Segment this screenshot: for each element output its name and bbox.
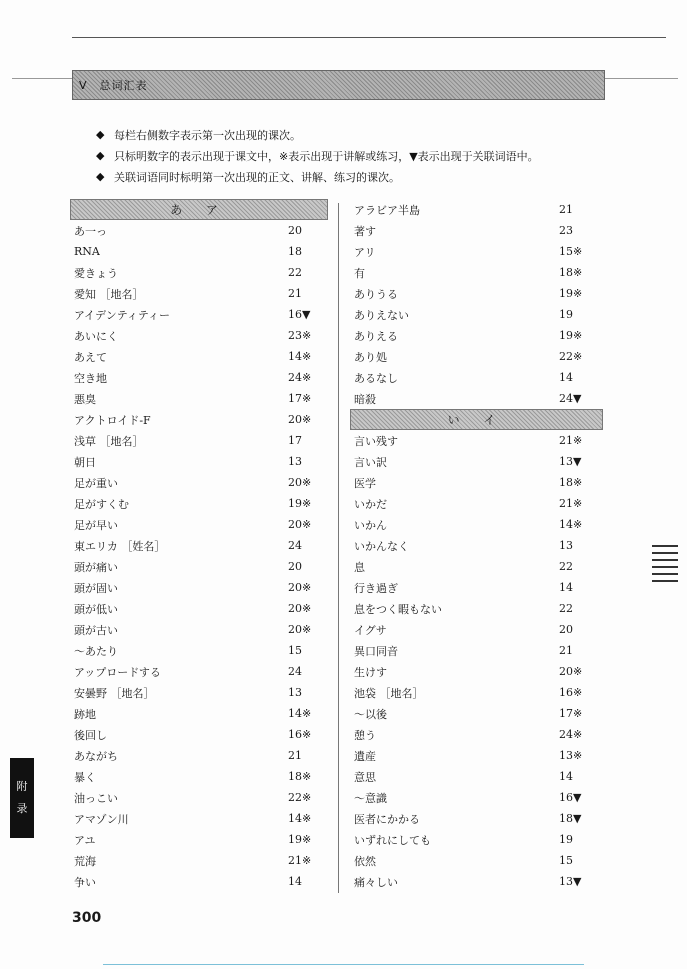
vocab-entry <box>350 850 603 871</box>
vocab-entry <box>70 262 328 283</box>
lesson-number: 21※ <box>559 434 583 447</box>
vocab-term: いずれにしても <box>354 833 431 847</box>
vocab-entry <box>350 703 603 724</box>
page-number: 300 <box>72 910 102 926</box>
vocab-entry <box>350 388 603 409</box>
lesson-number: 16▼ <box>288 308 311 321</box>
vocab-entry <box>350 325 603 346</box>
lesson-number: 20 <box>559 623 573 636</box>
lesson-number: 22※ <box>288 791 312 804</box>
section-header-bar <box>72 70 605 100</box>
vocab-entry <box>70 640 328 661</box>
vocab-term: 頭が痛い <box>74 560 118 574</box>
vocab-term: 池袋 ［地名］ <box>354 686 424 700</box>
vocab-entry <box>350 556 603 577</box>
note-item <box>96 166 616 187</box>
vocab-term: あいにく <box>74 329 118 343</box>
lesson-number: 20※ <box>288 413 312 426</box>
kana-header-i: い イ <box>350 409 603 430</box>
vocab-entry <box>350 724 603 745</box>
vocab-entry <box>350 829 603 850</box>
lesson-number: 15 <box>288 644 302 657</box>
lesson-number: 19※ <box>559 329 583 342</box>
vocab-entry <box>350 682 603 703</box>
lesson-number: 15※ <box>559 245 583 258</box>
vocab-term: あり処 <box>354 350 387 364</box>
vocab-term: 生けす <box>354 665 387 679</box>
lesson-number: 20※ <box>288 581 312 594</box>
lesson-number: 14 <box>559 371 573 384</box>
vocab-entry <box>350 283 603 304</box>
lesson-number: 13▼ <box>559 455 582 468</box>
diamond-bullet-icon: ◆ <box>96 170 105 183</box>
vocab-term: アップロードする <box>74 665 161 679</box>
vocab-entry <box>350 199 603 220</box>
vocab-entry <box>70 661 328 682</box>
vocab-term: 医者にかかる <box>354 812 420 826</box>
lesson-number: 20※ <box>559 665 583 678</box>
notes-list <box>96 124 616 187</box>
lesson-number: 24※ <box>288 371 312 384</box>
vocab-term: 愛知 ［地名］ <box>74 287 144 301</box>
vocab-term: 暴く <box>74 770 96 784</box>
lesson-number: 13 <box>288 455 302 468</box>
vocab-entry <box>350 472 603 493</box>
vocab-term: 足が早い <box>74 518 118 532</box>
vocab-entry <box>350 493 603 514</box>
vocab-term: ～あたり <box>74 644 118 658</box>
vocab-entry <box>70 430 328 451</box>
bottom-rule <box>103 964 584 965</box>
vocab-term: あ一っ <box>74 224 107 238</box>
lesson-number: 20※ <box>288 518 312 531</box>
lesson-number: 17※ <box>288 392 312 405</box>
vocab-term: 依然 <box>354 854 376 868</box>
vocab-entry <box>350 430 603 451</box>
lesson-number: 21※ <box>559 497 583 510</box>
lesson-number: 19※ <box>288 497 312 510</box>
vocab-entry <box>350 745 603 766</box>
lesson-number: 13 <box>559 539 573 552</box>
vocab-term: 頭が固い <box>74 581 118 595</box>
vocab-term: いかだ <box>354 497 387 511</box>
vocab-entry <box>70 409 328 430</box>
vocab-term: アリ <box>354 245 376 259</box>
vocab-entry <box>350 535 603 556</box>
vocab-term: ありえる <box>354 329 398 343</box>
vocab-entry <box>70 577 328 598</box>
lesson-number: 16▼ <box>559 791 582 804</box>
vocab-term: 暗殺 <box>354 392 376 406</box>
lesson-number: 14※ <box>288 812 312 825</box>
side-tab-char: 附 <box>16 780 28 793</box>
vocab-entry <box>70 451 328 472</box>
lesson-number: 14 <box>559 770 573 783</box>
vocab-term: 跡地 <box>74 707 96 721</box>
vocab-term: 痛々しい <box>354 875 398 889</box>
lesson-number: 20※ <box>288 602 312 615</box>
vocab-term: 有 <box>354 266 365 280</box>
lesson-number: 21※ <box>288 854 312 867</box>
note-text: 只标明数字的表示出现于课文中，※表示出现于讲解或练习，▼表示出现于关联词语中。 <box>114 149 539 163</box>
vocab-term: 浅草 ［地名］ <box>74 434 144 448</box>
lesson-number: 18※ <box>288 770 312 783</box>
lesson-number: 22 <box>288 266 302 279</box>
lesson-number: 23 <box>559 224 573 237</box>
lesson-number: 22※ <box>559 350 583 363</box>
vocab-entry <box>350 451 603 472</box>
diamond-bullet-icon: ◆ <box>96 128 105 141</box>
vocab-entry <box>70 493 328 514</box>
left-entry-list <box>70 220 328 892</box>
lesson-number: 24▼ <box>559 392 582 405</box>
vocab-entry <box>70 367 328 388</box>
vocab-entry <box>70 241 328 262</box>
scan-edge-marks <box>652 545 678 605</box>
vocab-entry <box>70 871 328 892</box>
vocab-term: あるなし <box>354 371 398 385</box>
appendix-side-tab <box>10 758 34 838</box>
vocab-term: 油っこい <box>74 791 118 805</box>
vocab-term: 安曇野 ［地名］ <box>74 686 155 700</box>
vocab-entry <box>70 283 328 304</box>
lesson-number: 19 <box>559 308 573 321</box>
vocab-entry <box>70 598 328 619</box>
lesson-number: 21 <box>288 749 302 762</box>
vocab-term: 空き地 <box>74 371 107 385</box>
vocab-term: 荒海 <box>74 854 96 868</box>
lesson-number: 17 <box>288 434 302 447</box>
lesson-number: 14 <box>559 581 573 594</box>
lesson-number: 19※ <box>288 833 312 846</box>
vocab-term: 東エリカ ［姓名］ <box>74 539 166 553</box>
vocab-term: いかんなく <box>354 539 409 553</box>
vocab-entry <box>350 766 603 787</box>
vocab-entry <box>70 787 328 808</box>
lesson-number: 21 <box>288 287 302 300</box>
left-column <box>70 199 328 892</box>
vocab-term: ありえない <box>354 308 409 322</box>
note-item <box>96 145 616 166</box>
right-entry-list-i <box>350 430 603 892</box>
vocab-entry <box>70 829 328 850</box>
vocab-entry <box>350 262 603 283</box>
vocab-term: 異口同音 <box>354 644 398 658</box>
vocab-entry <box>70 535 328 556</box>
vocab-entry <box>350 598 603 619</box>
right-entry-list-a <box>350 199 603 409</box>
section-title: V 总词汇表 <box>79 79 148 92</box>
vocab-term: 足が重い <box>74 476 118 490</box>
vocab-entry <box>70 556 328 577</box>
vocab-term: 息をつく暇もない <box>354 602 442 616</box>
vocab-term: 頭が古い <box>74 623 118 637</box>
lesson-number: 20※ <box>288 623 312 636</box>
lesson-number: 22 <box>559 560 573 573</box>
column-divider <box>338 203 339 893</box>
vocab-term: 医学 <box>354 476 376 490</box>
vocab-term: 悪臭 <box>74 392 96 406</box>
vocab-term: あながち <box>74 749 118 763</box>
vocab-entry <box>350 871 603 892</box>
lesson-number: 13 <box>288 686 302 699</box>
vocab-entry <box>350 787 603 808</box>
vocab-term: 著す <box>354 224 376 238</box>
note-text: 关联词语同时标明第一次出现的正文、讲解、练习的课次。 <box>114 170 400 184</box>
lesson-number: 24 <box>288 665 302 678</box>
lesson-number: 13▼ <box>559 875 582 888</box>
vocab-term: ～意識 <box>354 791 387 805</box>
note-text: 每栏右侧数字表示第一次出现的课次。 <box>114 128 301 142</box>
lesson-number: 15 <box>559 854 573 867</box>
vocab-entry <box>70 850 328 871</box>
vocab-entry <box>350 514 603 535</box>
vocab-entry <box>350 661 603 682</box>
lesson-number: 21 <box>559 203 573 216</box>
vocab-entry <box>350 577 603 598</box>
vocab-term: RNA <box>74 245 100 258</box>
vocab-entry <box>70 682 328 703</box>
kana-header-a: あ ア <box>70 199 328 220</box>
vocab-term: 行き過ぎ <box>354 581 398 595</box>
vocab-term: アクトロイド-F <box>74 413 151 427</box>
right-column <box>350 199 603 892</box>
side-tab-char: 录 <box>16 802 28 815</box>
vocab-term: いかん <box>354 518 387 532</box>
vocab-term: 言い訳 <box>354 455 387 469</box>
diamond-bullet-icon: ◆ <box>96 149 105 162</box>
vocab-term: アマゾン川 <box>74 812 129 826</box>
vocab-term: ～以後 <box>354 707 387 721</box>
lesson-number: 14※ <box>559 518 583 531</box>
lesson-number: 24※ <box>559 728 583 741</box>
lesson-number: 18▼ <box>559 812 582 825</box>
vocab-entry <box>350 640 603 661</box>
vocab-term: あえて <box>74 350 107 364</box>
vocab-entry <box>350 808 603 829</box>
vocab-term: 後回し <box>74 728 107 742</box>
vocab-term: 遺産 <box>354 749 376 763</box>
lesson-number: 14 <box>288 875 302 888</box>
lesson-number: 14※ <box>288 350 312 363</box>
lesson-number: 20 <box>288 224 302 237</box>
lesson-number: 23※ <box>288 329 312 342</box>
vocab-term: 息 <box>354 560 365 574</box>
vocab-entry <box>70 472 328 493</box>
lesson-number: 14※ <box>288 707 312 720</box>
lesson-number: 20※ <box>288 476 312 489</box>
vocab-entry <box>70 388 328 409</box>
vocab-entry <box>70 220 328 241</box>
vocab-entry <box>70 724 328 745</box>
vocab-entry <box>70 346 328 367</box>
vocab-entry <box>350 367 603 388</box>
vocab-entry <box>70 745 328 766</box>
lesson-number: 13※ <box>559 749 583 762</box>
vocab-term: 頭が低い <box>74 602 118 616</box>
vocab-entry <box>70 619 328 640</box>
vocab-term: ありうる <box>354 287 398 301</box>
vocab-term: 言い残す <box>354 434 398 448</box>
vocab-term: 意思 <box>354 770 376 784</box>
lesson-number: 21 <box>559 644 573 657</box>
lesson-number: 19 <box>559 833 573 846</box>
vocab-entry <box>350 346 603 367</box>
lesson-number: 18※ <box>559 476 583 489</box>
vocab-entry <box>70 304 328 325</box>
lesson-number: 16※ <box>288 728 312 741</box>
vocab-entry <box>70 766 328 787</box>
lesson-number: 24 <box>288 539 302 552</box>
vocab-term: アユ <box>74 833 96 847</box>
vocab-term: アイデンティティー <box>74 308 171 322</box>
lesson-number: 18※ <box>559 266 583 279</box>
vocab-term: 足がすくむ <box>74 497 129 511</box>
vocab-entry <box>70 514 328 535</box>
vocab-entry <box>70 808 328 829</box>
note-item <box>96 124 616 145</box>
vocab-entry <box>350 304 603 325</box>
lesson-number: 18 <box>288 245 302 258</box>
lesson-number: 22 <box>559 602 573 615</box>
top-rule <box>72 37 666 38</box>
vocab-entry <box>350 619 603 640</box>
vocab-entry <box>350 241 603 262</box>
vocab-term: 争い <box>74 875 96 889</box>
vocab-term: 憩う <box>354 728 376 742</box>
vocab-term: 愛きょう <box>74 266 118 280</box>
vocab-term: 朝日 <box>74 455 96 469</box>
vocab-term: イグサ <box>354 623 387 637</box>
lesson-number: 20 <box>288 560 302 573</box>
vocab-entry <box>70 703 328 724</box>
vocab-entry <box>70 325 328 346</box>
vocab-entry <box>350 220 603 241</box>
lesson-number: 17※ <box>559 707 583 720</box>
vocab-term: アラビア半島 <box>354 203 420 217</box>
lesson-number: 16※ <box>559 686 583 699</box>
lesson-number: 19※ <box>559 287 583 300</box>
